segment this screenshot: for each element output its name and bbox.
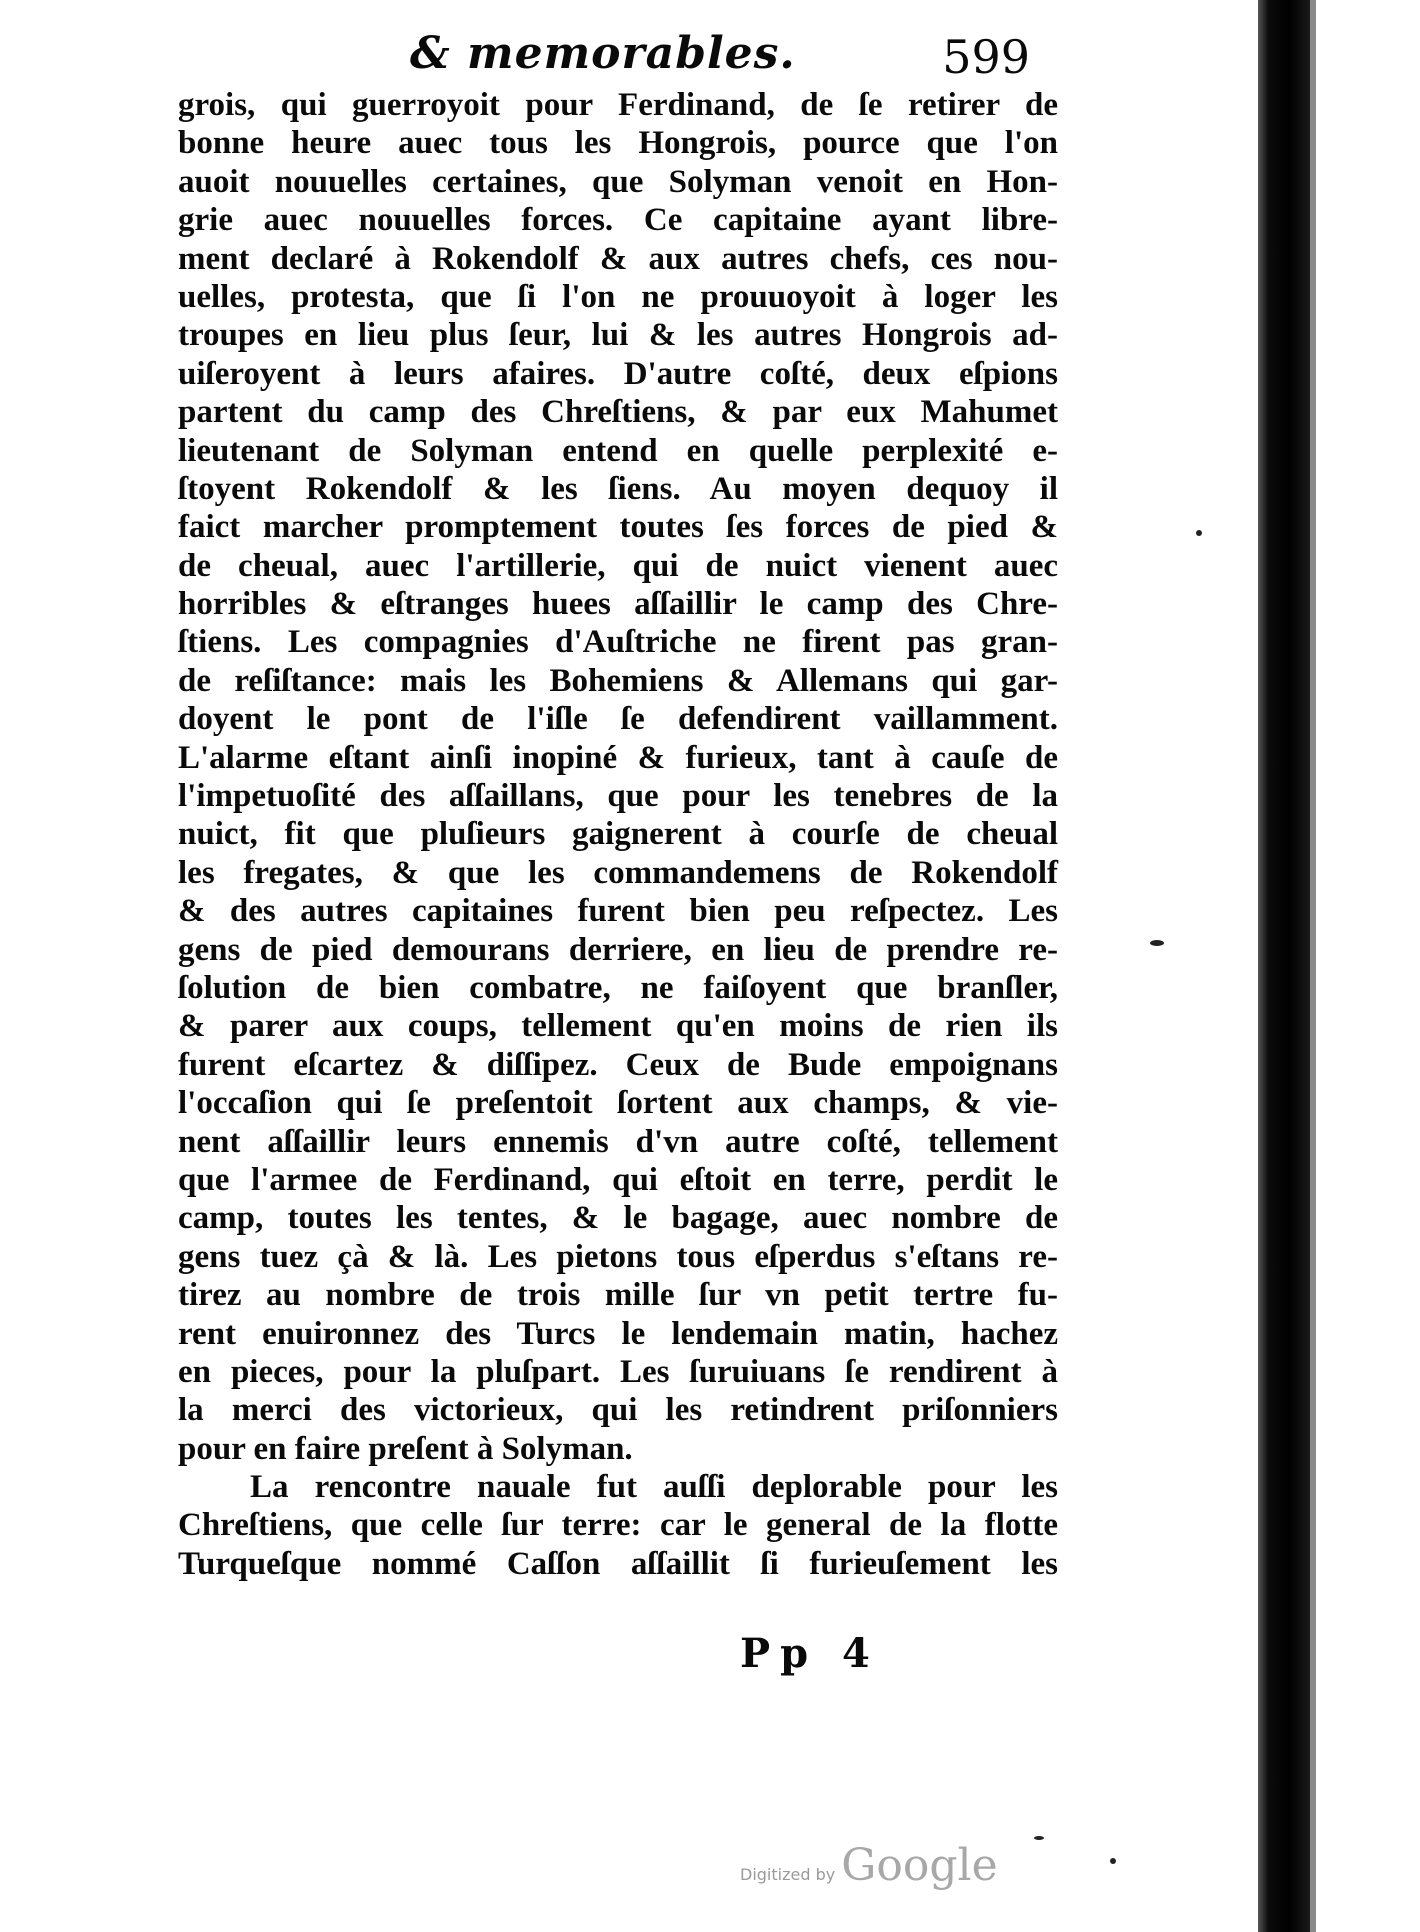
text-line: tirez au nombre de trois mille ſur vn petit tertre fu- — [178, 1277, 1058, 1314]
page-number: 599 — [942, 30, 1030, 84]
text-line: & parer aux coups, tellement qu'en moins de rien ils — [178, 1008, 1058, 1045]
text-line: de cheual, auec l'artillerie, qui de nuict vienent auec — [178, 547, 1058, 584]
ink-speck — [1110, 1858, 1116, 1864]
text-line: rent enuironnez des Turcs le lendemain matin, hachez — [178, 1315, 1058, 1352]
text-line: horribles & eſtranges huees aſſaillir le camp des Chre- — [178, 586, 1058, 623]
text-line: auoit nouuelles certaines, que Solyman venoit en Hon- — [178, 163, 1058, 200]
running-title: & memorables. — [410, 28, 796, 79]
text-line: Chreſtiens, que celle ſur terre: car le general de la flotte — [178, 1507, 1058, 1544]
text-line: & des autres capitaines furent bien peu reſpectez. Les — [178, 893, 1058, 930]
text-line: ſtoyent Rokendolf & les ſiens. Au moyen dequoy il — [178, 470, 1058, 507]
text-line: pour en faire preſent à Solyman. — [178, 1430, 633, 1467]
text-line: lieutenant de Solyman entend en quelle perplexité e- — [178, 432, 1058, 469]
text-line: camp, toutes les tentes, & le bagage, auec nombre de — [178, 1200, 1058, 1237]
text-line: troupes en lieu plus ſeur, lui & les autres Hongrois ad- — [178, 317, 1058, 354]
text-line: uiſeroyent à leurs afaires. D'autre coſté, deux eſpions — [178, 355, 1058, 392]
text-line: gens de pied demourans derriere, en lieu de prendre re- — [178, 931, 1058, 968]
text-line: ment declaré à Rokendolf & aux autres chefs, ces nou- — [178, 240, 1058, 277]
signature-mark: Pp 4 — [740, 1630, 880, 1677]
text-line: ſolution de bien combatre, ne faiſoyent que branſler, — [178, 969, 1058, 1006]
text-line: La rencontre nauale fut auſſi deplorable pour les — [250, 1469, 1058, 1506]
text-line: L'alarme eſtant ainſi inopiné & furieux, tant à cauſe de — [178, 739, 1058, 776]
text-line: faict marcher promptement toutes ſes forces de pied & — [178, 509, 1058, 546]
text-line: furent eſcartez & diſſipez. Ceux de Bude empoignans — [178, 1046, 1058, 1083]
text-line: que l'armee de Ferdinand, qui eſtoit en terre, perdit le — [178, 1161, 1058, 1198]
text-line: l'impetuoſité des aſſaillans, que pour les tenebres de la — [178, 778, 1058, 815]
text-line: nuict, fit que pluſieurs gaignerent à courſe de cheual — [178, 816, 1058, 853]
text-line: Turqueſque nommé Caſſon aſſaillit ſi furieuſement les — [178, 1545, 1058, 1582]
body-text — [178, 86, 1058, 1583]
ink-speck — [1196, 530, 1202, 536]
ink-speck — [1150, 940, 1164, 946]
text-line: gens tuez çà & là. Les pietons tous eſperdus s'eſtans re- — [178, 1238, 1058, 1275]
text-line: partent du camp des Chreſtiens, & par eux Mahumet — [178, 394, 1058, 431]
text-line: bonne heure auec tous les Hongrois, pource que l'on — [178, 125, 1058, 162]
text-line: uelles, protesta, que ſi l'on ne prouuoyoit à loger les — [178, 278, 1058, 315]
text-line: doyent le pont de l'iſle ſe defendirent vaillamment. — [178, 701, 1058, 738]
text-line: en pieces, pour la pluſpart. Les ſuruiuans ſe rendirent à — [178, 1353, 1058, 1390]
text-line: grois, qui guerroyoit pour Ferdinand, de ſe retirer de — [178, 87, 1058, 123]
text-line: nent aſſaillir leurs ennemis d'vn autre coſté, tellement — [178, 1123, 1058, 1160]
ink-speck — [1034, 1836, 1044, 1840]
digitization-watermark — [740, 1840, 998, 1890]
text-line: l'occaſion qui ſe preſentoit ſortent aux champs, & vie- — [178, 1085, 1058, 1122]
text-line: de reſiſtance: mais les Bohemiens & Allemans qui gar- — [178, 662, 1058, 699]
text-line: ſtiens. Les compagnies d'Auſtriche ne firent pas gran- — [178, 624, 1058, 661]
watermark-prefix: Digitized by — [740, 1865, 836, 1884]
binding-gutter — [1258, 0, 1310, 1932]
text-line: la merci des victorieux, qui les retindrent priſonniers — [178, 1392, 1058, 1429]
text-line: grie auec nouuelles forces. Ce capitaine ayant libre- — [178, 202, 1058, 239]
text-line: les fregates, & que les commandemens de Rokendolf — [178, 854, 1058, 891]
watermark-brand: Google — [841, 1840, 998, 1891]
page-edge — [1310, 0, 1316, 1932]
